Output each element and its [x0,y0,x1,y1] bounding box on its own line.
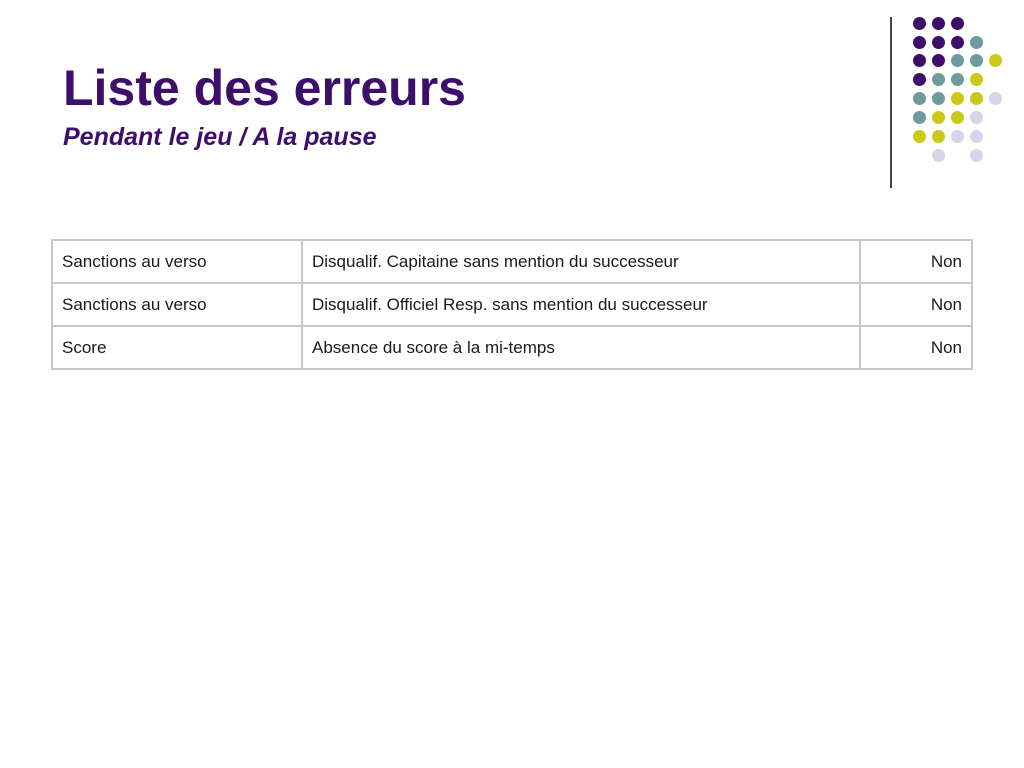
table-cell-category: Sanctions au verso [52,283,302,326]
table-row [52,326,972,369]
slide-title: Liste des erreurs [63,60,466,116]
decorative-dot [970,92,983,105]
table-cell-description: Disqualif. Capitaine sans mention du successeur [302,240,860,283]
decorative-dot [913,36,926,49]
decorative-dot [913,54,926,67]
decorative-dot [989,54,1002,67]
decorative-dot [951,130,964,143]
decorative-dot [951,36,964,49]
decorative-dot [951,111,964,124]
table-cell-value: Non [860,283,972,326]
errors-table [51,239,973,370]
decorative-dot [951,73,964,86]
decorative-dot [932,73,945,86]
decorative-dot [913,111,926,124]
decorative-dot [951,17,964,30]
decorative-dot [932,149,945,162]
errors-table-container [51,239,973,370]
decorative-dot [932,130,945,143]
decorative-dot [913,17,926,30]
decorative-dot [970,73,983,86]
decorative-dot [989,92,1002,105]
decorative-dot [951,92,964,105]
decorative-dot [970,149,983,162]
decorative-dot [913,73,926,86]
table-cell-description: Disqualif. Officiel Resp. sans mention du successeur [302,283,860,326]
decorative-dot [913,130,926,143]
table-row [52,240,972,283]
decorative-dot [970,54,983,67]
decorative-dot [932,54,945,67]
table-row [52,283,972,326]
table-cell-category: Score [52,326,302,369]
decorative-dot [913,92,926,105]
table-cell-value: Non [860,240,972,283]
slide-subtitle: Pendant le jeu / A la pause [63,123,377,151]
decorative-dot [970,130,983,143]
decorative-dot [932,92,945,105]
table-cell-description: Absence du score à la mi-temps [302,326,860,369]
decorative-dot [932,17,945,30]
decorative-dot [951,54,964,67]
decorative-dot [932,111,945,124]
decorative-dot [970,36,983,49]
decorative-dot [970,111,983,124]
table-cell-category: Sanctions au verso [52,240,302,283]
table-cell-value: Non [860,326,972,369]
decorative-dot [932,36,945,49]
vertical-divider [890,17,892,188]
